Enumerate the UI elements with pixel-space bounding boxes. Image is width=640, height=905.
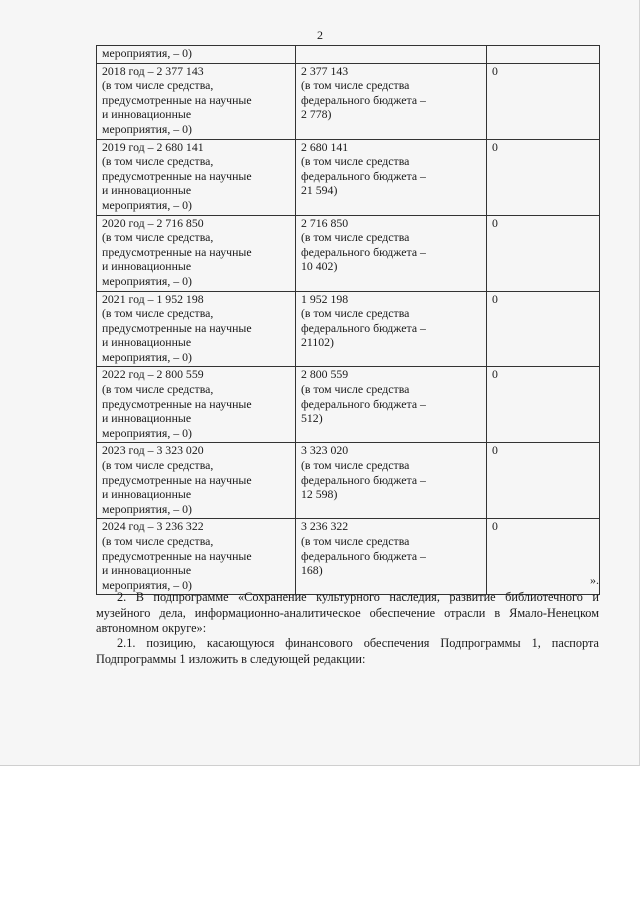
federal-amount: 12 598) — [301, 487, 338, 502]
note-line: федерального бюджета – — [301, 548, 426, 563]
year-amount: 2022 год – 2 800 559 — [102, 367, 204, 382]
year-amount: 2018 год – 2 377 143 — [102, 63, 204, 78]
note-line: предусмотренные на научные — [102, 320, 252, 335]
budget-cell — [296, 291, 487, 367]
note-line: (в том числе средства — [301, 534, 410, 548]
note-line: предусмотренные на научные — [102, 396, 252, 411]
budget-total: 2 377 143 — [301, 63, 349, 78]
note-line: (в том числе средства — [301, 154, 410, 169]
note-line: и инновационные — [102, 259, 192, 274]
note-line: и инновационные — [102, 563, 192, 578]
budget-cell — [296, 519, 487, 595]
note-line: и инновационные — [102, 183, 192, 198]
note-line: мероприятия, – 0) — [102, 577, 192, 592]
note-line: (в том числе средства — [301, 78, 410, 93]
note-line: мероприятия, – 0) — [102, 121, 192, 136]
year-amount: 2024 год – 3 236 322 — [102, 519, 204, 534]
note-line: мероприятия, – 0) — [102, 273, 192, 288]
note-line: предусмотренные на научные — [102, 92, 252, 107]
note-line: федерального бюджета – — [301, 168, 426, 183]
note-line: (в том числе средства, — [102, 78, 214, 93]
note-line: федерального бюджета – — [301, 472, 426, 487]
year-amount-cell — [97, 519, 296, 595]
note-line: мероприятия, – 0) — [102, 349, 192, 364]
other-cell — [487, 291, 600, 367]
note-line: федерального бюджета – — [301, 396, 426, 411]
other-amount: 0 — [492, 139, 498, 154]
year-amount-cell — [97, 291, 296, 367]
note-line: мероприятия, – 0) — [102, 425, 192, 440]
other-cell — [487, 215, 600, 291]
year-amount-cell — [97, 367, 296, 443]
table-row — [97, 291, 600, 367]
table-cell — [97, 46, 296, 64]
other-amount: 0 — [492, 367, 498, 382]
federal-amount: 21102) — [301, 335, 334, 350]
budget-total: 2 716 850 — [301, 215, 349, 230]
table-row — [97, 139, 600, 215]
other-amount: 0 — [492, 63, 498, 78]
paragraph-2-text: 2. В подпрограмме «Сохранение культурного наследия, развитие библиотечного и музейного дела, информационно-аналитическое обеспечение отрасли в Ямало-Ненецком автономном округе»: — [96, 590, 599, 635]
other-cell — [487, 519, 600, 595]
federal-amount: 21 594) — [301, 183, 338, 198]
year-amount-cell — [97, 443, 296, 519]
federal-amount: 10 402) — [301, 259, 338, 274]
federal-amount: 168) — [301, 563, 323, 578]
note-line: федерального бюджета – — [301, 244, 426, 259]
note-line: предусмотренные на научные — [102, 472, 252, 487]
table-row — [97, 367, 600, 443]
note-line: и инновационные — [102, 107, 192, 122]
table-row — [97, 215, 600, 291]
financing-table — [96, 45, 600, 595]
budget-cell — [296, 63, 487, 139]
year-amount: 2021 год – 1 952 198 — [102, 291, 204, 306]
other-amount: 0 — [492, 215, 498, 230]
other-amount: 0 — [492, 519, 498, 534]
table-row-continuation — [97, 46, 600, 64]
federal-amount: 512) — [301, 411, 323, 426]
other-amount: 0 — [492, 443, 498, 458]
note-line: предусмотренные на научные — [102, 244, 252, 259]
table-row — [97, 443, 600, 519]
note-line: и инновационные — [102, 487, 192, 502]
note-line: мероприятия, – 0) — [102, 501, 192, 516]
federal-amount: 2 778) — [301, 107, 332, 122]
note-line: федерального бюджета – — [301, 92, 426, 107]
other-cell — [487, 63, 600, 139]
paragraph-2-1-text: 2.1. позицию, касающуюся финансового обеспечения Подпрограммы 1, паспорта Подпрограммы 1 изложить в следующей редакции: — [96, 636, 599, 666]
other-cell — [487, 367, 600, 443]
note-line: и инновационные — [102, 411, 192, 426]
note-line: (в том числе средства, — [102, 534, 214, 548]
year-amount: 2023 год – 3 323 020 — [102, 443, 204, 458]
note-line: (в том числе средства, — [102, 230, 214, 245]
note-line: федерального бюджета – — [301, 320, 426, 335]
year-amount-cell — [97, 63, 296, 139]
note-line: (в том числе средства, — [102, 154, 214, 169]
note-line: (в том числе средства — [301, 306, 410, 321]
note-line: (в том числе средства, — [102, 306, 214, 321]
budget-total: 1 952 198 — [301, 291, 349, 306]
paragraph-2-1 — [96, 636, 599, 667]
paragraph-2 — [96, 590, 599, 637]
budget-cell — [296, 367, 487, 443]
note-line: (в том числе средства, — [102, 382, 214, 397]
table-row — [97, 63, 600, 139]
note-line: (в том числе средства — [301, 458, 410, 473]
table-row — [97, 519, 600, 595]
budget-cell — [296, 215, 487, 291]
budget-total: 2 680 141 — [301, 139, 349, 154]
year-amount: 2019 год – 2 680 141 — [102, 139, 204, 154]
page-number: 2 — [317, 28, 323, 42]
note-line: и инновационные — [102, 335, 192, 350]
year-amount: 2020 год – 2 716 850 — [102, 215, 204, 230]
budget-total: 3 323 020 — [301, 443, 349, 458]
other-cell — [487, 139, 600, 215]
note-line: (в том числе средства, — [102, 458, 214, 473]
closing-quote: ». — [590, 573, 599, 587]
year-amount-cell — [97, 139, 296, 215]
note-line: (в том числе средства — [301, 230, 410, 245]
other-cell — [487, 443, 600, 519]
note-line: (в том числе средства — [301, 382, 410, 397]
note-line: мероприятия, – 0) — [102, 197, 192, 212]
budget-cell — [296, 139, 487, 215]
table-cell — [487, 46, 600, 64]
note-line: предусмотренные на научные — [102, 168, 252, 183]
budget-total: 2 800 559 — [301, 367, 349, 382]
budget-cell — [296, 443, 487, 519]
note-line: предусмотренные на научные — [102, 548, 252, 563]
table-cell — [296, 46, 487, 64]
other-amount: 0 — [492, 291, 498, 306]
budget-total: 3 236 322 — [301, 519, 349, 534]
cell-line: мероприятия, – 0) — [102, 46, 192, 60]
year-amount-cell — [97, 215, 296, 291]
